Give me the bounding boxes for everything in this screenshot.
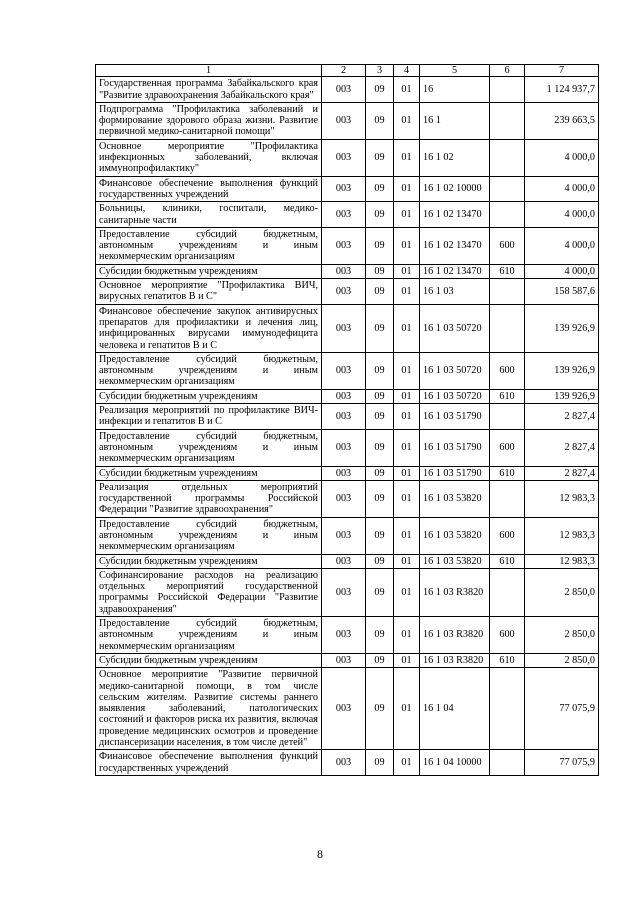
- table-row: [96, 653, 599, 667]
- cell-name: Предоставление субсидий бюджетным, автономным учреждениям и иным некоммерческим организациям: [96, 517, 322, 554]
- cell-rz: 09: [366, 389, 394, 403]
- cell-ved: 003: [322, 554, 366, 568]
- cell-pr: 01: [394, 480, 420, 517]
- cell-vr: 600: [490, 352, 525, 389]
- cell-rz: 09: [366, 77, 394, 103]
- cell-csr: 16 1 03 R3820: [420, 653, 490, 667]
- cell-vr: [490, 202, 525, 228]
- cell-pr: 01: [394, 279, 420, 305]
- cell-name: Реализация мероприятий по профилактике ВИЧ-инфекции и гепатитов В и С: [96, 404, 322, 430]
- cell-vr: 610: [490, 554, 525, 568]
- table-row: [96, 176, 599, 202]
- cell-ved: 003: [322, 352, 366, 389]
- cell-rz: 09: [366, 102, 394, 139]
- cell-name: Субсидии бюджетным учреждениям: [96, 554, 322, 568]
- cell-vr: 610: [490, 653, 525, 667]
- cell-ved: 003: [322, 517, 366, 554]
- cell-vr: [490, 668, 525, 750]
- cell-csr: 16 1 02 13470: [420, 264, 490, 278]
- cell-rz: 09: [366, 404, 394, 430]
- cell-rz: 09: [366, 264, 394, 278]
- cell-csr: 16 1 02 10000: [420, 176, 490, 202]
- cell-pr: 01: [394, 653, 420, 667]
- cell-ved: 003: [322, 404, 366, 430]
- table-body: [96, 77, 599, 776]
- cell-csr: 16 1 04: [420, 668, 490, 750]
- cell-ved: 003: [322, 653, 366, 667]
- table-row: [96, 668, 599, 750]
- cell-pr: 01: [394, 102, 420, 139]
- cell-pr: 01: [394, 466, 420, 480]
- cell-name: Основное мероприятие "Развитие первичной медико-санитарной помощи, в том числе сельским жителям. Развитие системы раннего выявления заболеваний, патологических состояний и факторов риска их развития, включая проведение медицинских осмотров и проведение диспансеризации населения, в том числе детей": [96, 668, 322, 750]
- cell-csr: 16 1 03 53820: [420, 517, 490, 554]
- cell-csr: 16 1 03 51790: [420, 404, 490, 430]
- cell-csr: 16 1 03 50720: [420, 389, 490, 403]
- table-row: [96, 429, 599, 466]
- cell-ved: 003: [322, 568, 366, 616]
- cell-ved: 003: [322, 102, 366, 139]
- cell-pr: 01: [394, 176, 420, 202]
- cell-ved: 003: [322, 304, 366, 352]
- cell-vr: 610: [490, 389, 525, 403]
- cell-sum: 4 000,0: [525, 202, 599, 228]
- cell-name: Финансовое обеспечение закупок антивирусных препаратов для профилактики и лечения лиц, инфицированных вирусами иммунодефицита человека и гепатитов В и С: [96, 304, 322, 352]
- cell-name: Субсидии бюджетным учреждениям: [96, 389, 322, 403]
- cell-sum: 1 124 937,7: [525, 77, 599, 103]
- header-cell-csr: 5: [420, 65, 490, 77]
- cell-csr: 16 1 03 53820: [420, 554, 490, 568]
- cell-ved: 003: [322, 202, 366, 228]
- cell-vr: 600: [490, 429, 525, 466]
- cell-rz: 09: [366, 568, 394, 616]
- cell-vr: [490, 404, 525, 430]
- header-cell-pr: 4: [394, 65, 420, 77]
- cell-rz: 09: [366, 139, 394, 176]
- budget-table: [95, 64, 599, 776]
- table-row: [96, 389, 599, 403]
- table-row: [96, 304, 599, 352]
- cell-rz: 09: [366, 429, 394, 466]
- cell-sum: 158 587,6: [525, 279, 599, 305]
- cell-csr: 16 1 03 51790: [420, 466, 490, 480]
- cell-name: Больницы, клиники, госпитали, медико-санитарные части: [96, 202, 322, 228]
- cell-rz: 09: [366, 466, 394, 480]
- header-row: [96, 65, 599, 77]
- cell-ved: 003: [322, 279, 366, 305]
- table-row: [96, 617, 599, 654]
- header-cell-vr: 6: [490, 65, 525, 77]
- cell-ved: 003: [322, 617, 366, 654]
- cell-name: Субсидии бюджетным учреждениям: [96, 466, 322, 480]
- cell-sum: 2 850,0: [525, 653, 599, 667]
- table-row: [96, 77, 599, 103]
- cell-ved: 003: [322, 429, 366, 466]
- cell-sum: 239 663,5: [525, 102, 599, 139]
- cell-ved: 003: [322, 264, 366, 278]
- cell-pr: 01: [394, 568, 420, 616]
- cell-rz: 09: [366, 668, 394, 750]
- cell-ved: 003: [322, 480, 366, 517]
- cell-sum: 2 827,4: [525, 466, 599, 480]
- cell-pr: 01: [394, 404, 420, 430]
- cell-vr: [490, 279, 525, 305]
- cell-sum: 4 000,0: [525, 227, 599, 264]
- cell-rz: 09: [366, 517, 394, 554]
- cell-vr: [490, 750, 525, 776]
- table-row: [96, 139, 599, 176]
- cell-sum: 139 926,9: [525, 304, 599, 352]
- cell-pr: 01: [394, 429, 420, 466]
- cell-pr: 01: [394, 617, 420, 654]
- cell-vr: [490, 176, 525, 202]
- cell-rz: 09: [366, 653, 394, 667]
- cell-rz: 09: [366, 617, 394, 654]
- cell-pr: 01: [394, 227, 420, 264]
- cell-vr: 600: [490, 227, 525, 264]
- cell-vr: [490, 480, 525, 517]
- cell-rz: 09: [366, 304, 394, 352]
- cell-vr: 610: [490, 264, 525, 278]
- cell-rz: 09: [366, 227, 394, 264]
- header-cell-sum: 7: [525, 65, 599, 77]
- cell-name: Предоставление субсидий бюджетным, автономным учреждениям и иным некоммерческим организациям: [96, 429, 322, 466]
- cell-name: Финансовое обеспечение выполнения функций государственных учреждений: [96, 750, 322, 776]
- cell-sum: 12 983,3: [525, 480, 599, 517]
- cell-name: Основное мероприятие "Профилактика ВИЧ, вирусных гепатитов В и С": [96, 279, 322, 305]
- cell-csr: 16 1: [420, 102, 490, 139]
- cell-csr: 16 1 02 13470: [420, 202, 490, 228]
- table-row: [96, 404, 599, 430]
- cell-csr: 16 1 03: [420, 279, 490, 305]
- cell-vr: [490, 77, 525, 103]
- cell-name: Государственная программа Забайкальского края "Развитие здравоохранения Забайкальского края": [96, 77, 322, 103]
- cell-vr: 600: [490, 517, 525, 554]
- cell-name: Субсидии бюджетным учреждениям: [96, 653, 322, 667]
- cell-csr: 16 1 02 13470: [420, 227, 490, 264]
- cell-ved: 003: [322, 389, 366, 403]
- table-row: [96, 352, 599, 389]
- cell-name: Финансовое обеспечение выполнения функций государственных учреждений: [96, 176, 322, 202]
- cell-vr: 610: [490, 466, 525, 480]
- table-row: [96, 466, 599, 480]
- cell-pr: 01: [394, 750, 420, 776]
- cell-csr: 16 1 03 50720: [420, 304, 490, 352]
- cell-name: Предоставление субсидий бюджетным, автономным учреждениям и иным некоммерческим организациям: [96, 352, 322, 389]
- cell-name: Софинансирование расходов на реализацию отдельных мероприятий государственной программы Российской Федерации "Развитие здравоохранения": [96, 568, 322, 616]
- cell-csr: 16 1 03 53820: [420, 480, 490, 517]
- cell-sum: 4 000,0: [525, 176, 599, 202]
- header-cell-rz: 3: [366, 65, 394, 77]
- cell-pr: 01: [394, 202, 420, 228]
- table-row: [96, 554, 599, 568]
- cell-vr: [490, 102, 525, 139]
- cell-csr: 16 1 04 10000: [420, 750, 490, 776]
- cell-rz: 09: [366, 554, 394, 568]
- cell-name: Основное мероприятие "Профилактика инфекционных заболеваний, включая иммунопрофилактику": [96, 139, 322, 176]
- cell-ved: 003: [322, 176, 366, 202]
- cell-rz: 09: [366, 176, 394, 202]
- cell-name: Реализация отдельных мероприятий государственной программы Российской Федерации "Развитие здравоохранения": [96, 480, 322, 517]
- cell-pr: 01: [394, 139, 420, 176]
- cell-rz: 09: [366, 480, 394, 517]
- cell-csr: 16 1 02: [420, 139, 490, 176]
- cell-csr: 16 1 03 R3820: [420, 568, 490, 616]
- cell-pr: 01: [394, 517, 420, 554]
- cell-ved: 003: [322, 750, 366, 776]
- cell-vr: [490, 304, 525, 352]
- cell-sum: 2 850,0: [525, 617, 599, 654]
- cell-csr: 16 1 03 50720: [420, 352, 490, 389]
- table-row: [96, 264, 599, 278]
- cell-ved: 003: [322, 139, 366, 176]
- cell-pr: 01: [394, 264, 420, 278]
- cell-pr: 01: [394, 352, 420, 389]
- cell-csr: 16: [420, 77, 490, 103]
- cell-name: Подпрограмма "Профилактика заболеваний и формирование здорового образа жизни. Развитие первичной медико-санитарной помощи": [96, 102, 322, 139]
- table-row: [96, 750, 599, 776]
- cell-sum: 4 000,0: [525, 264, 599, 278]
- cell-sum: 12 983,3: [525, 554, 599, 568]
- cell-ved: 003: [322, 77, 366, 103]
- cell-rz: 09: [366, 279, 394, 305]
- cell-sum: 12 983,3: [525, 517, 599, 554]
- table-row: [96, 202, 599, 228]
- cell-sum: 77 075,9: [525, 750, 599, 776]
- table-row: [96, 568, 599, 616]
- cell-rz: 09: [366, 352, 394, 389]
- cell-sum: 139 926,9: [525, 352, 599, 389]
- table-row: [96, 279, 599, 305]
- cell-pr: 01: [394, 389, 420, 403]
- cell-sum: 4 000,0: [525, 139, 599, 176]
- cell-pr: 01: [394, 554, 420, 568]
- cell-vr: [490, 568, 525, 616]
- cell-csr: 16 1 03 R3820: [420, 617, 490, 654]
- cell-rz: 09: [366, 202, 394, 228]
- cell-sum: 2 850,0: [525, 568, 599, 616]
- cell-ved: 003: [322, 668, 366, 750]
- cell-sum: 2 827,4: [525, 404, 599, 430]
- cell-name: Предоставление субсидий бюджетным, автономным учреждениям и иным некоммерческим организациям: [96, 227, 322, 264]
- cell-ved: 003: [322, 227, 366, 264]
- header-cell-name: 1: [96, 65, 322, 77]
- cell-sum: 77 075,9: [525, 668, 599, 750]
- table-row: [96, 102, 599, 139]
- cell-rz: 09: [366, 750, 394, 776]
- cell-sum: 2 827,4: [525, 429, 599, 466]
- page-number: 8: [317, 847, 323, 861]
- table-row: [96, 227, 599, 264]
- cell-sum: 139 926,9: [525, 389, 599, 403]
- cell-pr: 01: [394, 304, 420, 352]
- table-row: [96, 517, 599, 554]
- cell-name: Субсидии бюджетным учреждениям: [96, 264, 322, 278]
- cell-vr: [490, 139, 525, 176]
- header-cell-ved: 2: [322, 65, 366, 77]
- cell-pr: 01: [394, 668, 420, 750]
- cell-name: Предоставление субсидий бюджетным, автономным учреждениям и иным некоммерческим организациям: [96, 617, 322, 654]
- cell-pr: 01: [394, 77, 420, 103]
- table-row: [96, 480, 599, 517]
- cell-ved: 003: [322, 466, 366, 480]
- cell-csr: 16 1 03 51790: [420, 429, 490, 466]
- cell-vr: 600: [490, 617, 525, 654]
